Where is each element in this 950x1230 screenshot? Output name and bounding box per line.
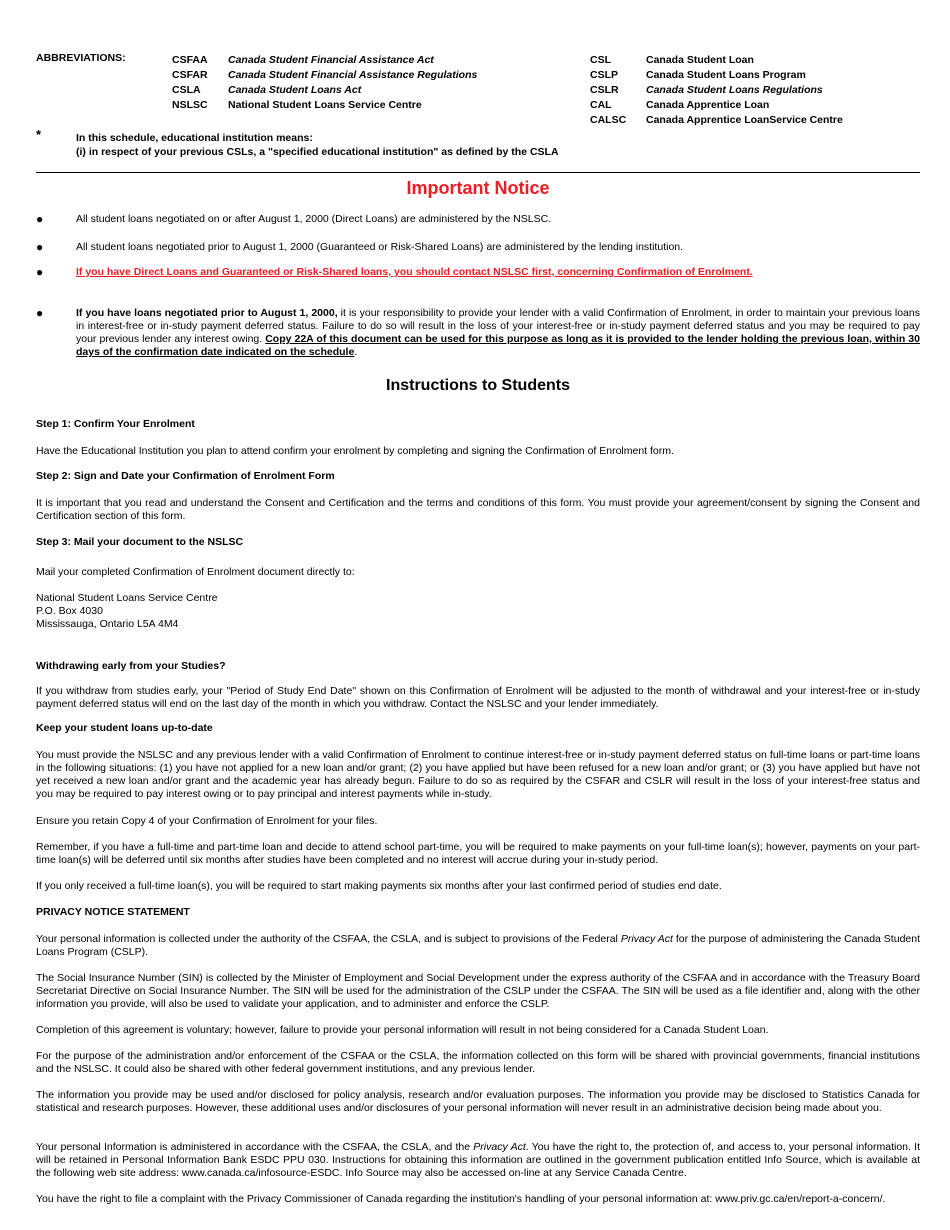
retain-copy-text: Ensure you retain Copy 4 of your Confirmation of Enrolment for your files.: [36, 815, 378, 827]
abbreviation-row: [590, 114, 843, 129]
bullet-text: If you have Direct Loans and Guaranteed or Risk-Shared loans, you should contact NSLSC first, concerning Confirmation of Enrolment.: [76, 266, 753, 278]
definition-text: [76, 131, 559, 159]
bullet-underlined-note: Copy 22A of this document can be used for this purpose as long as it is provided to the lender holding the previous loan, within 30 days of the confirmation date indicated on the schedule: [76, 333, 920, 358]
abbreviation-code: CALSC: [590, 114, 627, 126]
bullet-icon: ●: [36, 212, 44, 226]
definition-line-1: In this schedule, educational institution means:: [76, 132, 313, 144]
abbreviations-right-column: [590, 54, 843, 129]
privacy-paragraph-2: The Social Insurance Number (SIN) is collected by the Minister of Employment and Social Development under the express authority of the CSFAA and in accordance with the Treasury Board Secretariat Directive on Social Insurance Number. The SIN will be used for the administration of the CSLP under the CSFAA. The SIN will be used as a file identifier and, along with the other information you provide, will also be used to validate your application, and to administer and enforce the CSLP.: [36, 972, 920, 1010]
address-line: National Student Loans Service Centre: [36, 592, 218, 604]
privacy-text: . You have the right to, the protection of, and access to, your personal information. It will be retained in Personal Information Bank ESDC PPU 030. Instructions for obtaining this information are outlined in the government publication entitled Info Source, which is available at the following web site address: www.canada.ca/infosource-ESDC. Info Source may also be accessed on-line at any Service Canada Centre.: [36, 1141, 921, 1179]
step-2-heading: Step 2: Sign and Date your Confirmation of Enrolment Form: [36, 470, 335, 482]
privacy-paragraph-4: For the purpose of the administration and/or enforcement of the CSFAA or the CSLA, the information collected on this form will be shared with provincial governments, financial institutions and the NSLSC. It could also be shared with other federal government institutions, and any previous lender.: [36, 1050, 920, 1075]
bullet-icon: ●: [36, 306, 44, 320]
abbreviation-meaning: National Student Loans Service Centre: [228, 99, 422, 111]
privacy-paragraph-6: [36, 1141, 920, 1180]
abbreviation-code: CAL: [590, 99, 612, 111]
abbreviation-code: CSLA: [172, 84, 201, 96]
bullet-icon: ●: [36, 240, 44, 254]
privacy-text: Your personal information is collected under the authority of the CSFAA, the CSLA, and is subject to provisions of the Federal: [36, 933, 621, 945]
bullet-bold-lead: If you have loans negotiated prior to August 1, 2000,: [76, 307, 338, 319]
abbreviation-meaning: Canada Student Loans Program: [646, 69, 806, 81]
privacy-paragraph-3: Completion of this agreement is voluntary; however, failure to provide your personal information will result in not being considered for a Canada Student Loan.: [36, 1024, 769, 1036]
mailing-address: [36, 592, 920, 631]
part-time-note: Remember, if you have a full-time and part-time loan and decide to attend school part-time, you will be required to make payments on your full-time loan(s); however, payments on your part-time loan(s) will be deferred until six months after studies have been completed and no interest will accrue during your in-study period.: [36, 841, 920, 866]
abbreviations-left-column: [172, 54, 477, 114]
abbreviation-code: CSL: [590, 54, 611, 66]
abbreviation-row: [590, 54, 843, 69]
privacy-paragraph-1: [36, 933, 920, 959]
horizontal-divider: [36, 172, 920, 173]
definition-line-2: (i) in respect of your previous CSLs, a "specified educational institution" as defined by the CSLA: [76, 146, 559, 158]
address-line: Mississauga, Ontario L5A 4M4: [36, 618, 179, 630]
abbreviation-code: CSFAR: [172, 69, 208, 81]
step-2-text: It is important that you read and understand the Consent and Certification and the terms and conditions of this form. You must provide your agreement/consent by signing the Consent and Certification section of this form.: [36, 497, 920, 522]
privacy-act-italic: Privacy Act: [473, 1141, 526, 1153]
step-1-heading: Step 1: Confirm Your Enrolment: [36, 418, 195, 430]
abbreviation-code: CSFAA: [172, 54, 208, 66]
step-3-text: Mail your completed Confirmation of Enrolment document directly to:: [36, 566, 355, 578]
step-3-heading: Step 3: Mail your document to the NSLSC: [36, 536, 244, 548]
bullet-text: All student loans negotiated prior to August 1, 2000 (Guaranteed or Risk-Shared Loans) are administered by the lending institution.: [76, 241, 684, 253]
privacy-act-italic: Privacy Act: [620, 933, 673, 945]
important-notice-title: Important Notice: [406, 178, 550, 198]
abbreviation-code: CSLP: [590, 69, 619, 81]
withdraw-text: If you withdraw from studies early, your "Period of Study End Date" shown on this Confirmation of Enrolment will be adjusted to the month of withdrawal and your interest-free or in-study payment deferred status will end on the last day of the month in which you withdraw. Contact the NSLSC and your lender immediately.: [36, 685, 920, 710]
privacy-paragraph-5: The information you provide may be used and/or disclosed for policy analysis, research and/or evaluation purposes. The information you provide may be disclosed to Statistics Canada for statistical and research purposes. However, these additional uses and/or disclosures of your personal information will never result in an administrative decision being made about you.: [36, 1089, 920, 1114]
full-time-note: If you only received a full-time loan(s), you will be required to start making payments six months after your last confirmed period of studies end date.: [36, 880, 722, 892]
withdraw-heading: Withdrawing early from your Studies?: [36, 660, 226, 672]
abbreviation-meaning: Canada Student Loans Regulations: [646, 84, 823, 96]
abbreviation-row: [590, 69, 843, 84]
abbreviations-section: [36, 52, 920, 132]
abbreviation-row: [590, 99, 843, 114]
abbreviation-row: [172, 54, 477, 69]
abbreviation-row: [172, 84, 477, 99]
privacy-paragraph-7: You have the right to file a complaint with the Privacy Commissioner of Canada regarding the institution's handling of your personal information at: www.priv.gc.ca/en/report-a-concern/.: [36, 1193, 886, 1205]
abbreviation-meaning: Canada Student Financial Assistance Act: [228, 54, 434, 66]
step-1-text: Have the Educational Institution you plan to attend confirm your enrolment by completing and signing the Confirmation of Enrolment form.: [36, 445, 674, 457]
keep-loans-heading: Keep your student loans up-to-date: [36, 722, 213, 734]
abbreviation-code: NSLSC: [172, 99, 208, 111]
privacy-text: for the purpose of administering the Canada Student Loans Program (CSLP).: [36, 933, 920, 958]
keep-loans-text: You must provide the NSLSC and any previous lender with a valid Confirmation of Enrolment to continue interest-free or in-study payment deferred status on full-time loans or part-time loans in the following situations: (1) you have not applied for a new loan and/or grant; (2) you have applied but have been refused for a new loan and/or grant; or (3) you have applied but have not yet received a new loan and/or grant and the academic year has already begun. Failure to do so as required by the CSFAR and CSLR will result in the loss of your interest-free status and you may be required to pay interest owing or to pay principal and interest payments while in-study.: [36, 749, 920, 800]
asterisk-marker: *: [36, 127, 42, 142]
abbreviation-meaning: Canada Student Financial Assistance Regulations: [228, 69, 478, 81]
bullet-text: All student loans negotiated on or after August 1, 2000 (Direct Loans) are administered by the NSLSC.: [76, 213, 552, 225]
abbreviation-meaning: Canada Student Loans Act: [228, 84, 362, 96]
abbreviation-code: CSLR: [590, 84, 619, 96]
instructions-title: Instructions to Students: [386, 377, 570, 394]
bullet-text: [76, 307, 920, 359]
abbreviation-row: [172, 69, 477, 84]
bullet-end: .: [354, 346, 358, 358]
abbreviation-meaning: Canada Apprentice LoanService Centre: [646, 114, 843, 126]
abbreviations-title: ABBREVIATIONS:: [36, 52, 126, 64]
abbreviation-row: [590, 84, 843, 99]
bullet-icon: ●: [36, 265, 44, 279]
abbreviation-meaning: Canada Student Loan: [646, 54, 754, 66]
abbreviation-row: [172, 99, 477, 114]
address-line: P.O. Box 4030: [36, 605, 103, 617]
privacy-text: Your personal Information is administered in accordance with the CSFAA, the CSLA, and the: [36, 1141, 474, 1153]
privacy-heading: PRIVACY NOTICE STATEMENT: [36, 906, 190, 918]
abbreviation-meaning: Canada Apprentice Loan: [646, 99, 770, 111]
bullet-body: it is your responsibility to provide your lender with a valid Confirmation of Enrolment, in order to maintain your previous loans in interest-free or in-study payment deferred status. Failure to do so will result in the loss of your interest-free or in-study payment deferred status and you may be required to pay your previous lender any interest owing.: [76, 307, 920, 345]
